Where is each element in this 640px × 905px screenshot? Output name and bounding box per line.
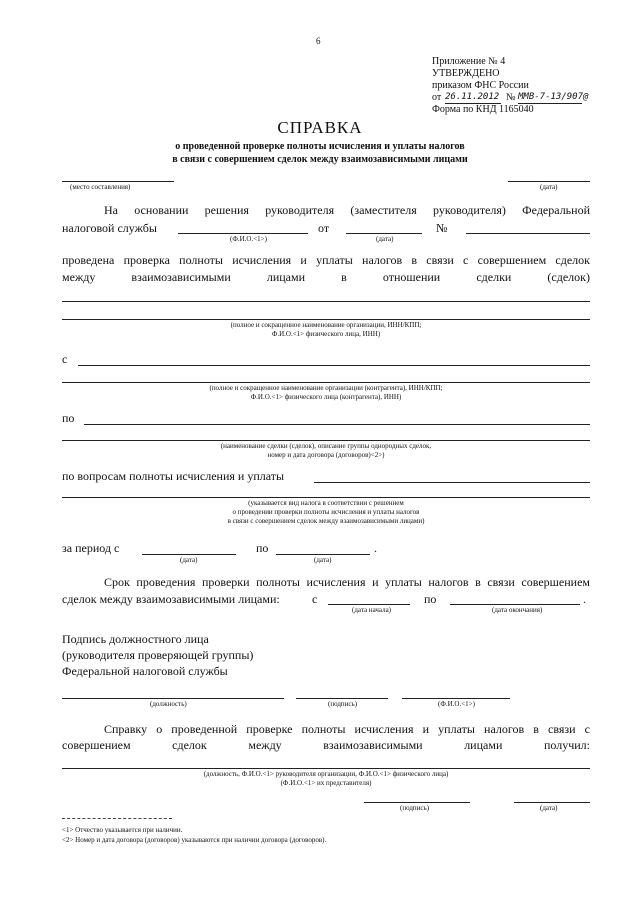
term-from-label: с [312, 592, 318, 606]
check-org-field-2[interactable] [62, 319, 590, 320]
term-line-1: Срок проведения проверки полноты исчисления и уплаты налогов в связи совершением [104, 575, 590, 589]
check-line-2: между взаимозависимыми лицами в отношении сделки (сделок) [62, 270, 590, 284]
basis-number-label: № [436, 221, 448, 235]
signature-line-1: Подпись должностного лица [62, 632, 209, 646]
order-date-line [445, 103, 501, 104]
order-number-line [518, 103, 582, 104]
term-line-2: сделок между взаимозависимыми лицами: [62, 592, 280, 606]
period-from-field[interactable] [142, 554, 236, 555]
document-subtitle-1: о проведенной проверке полноты исчисления и уплаты налогов [175, 141, 465, 152]
received-date-field[interactable] [514, 802, 590, 803]
with-caption-2: Ф.И.О.<1> физического лица (контрагента), ИНН) [250, 393, 402, 401]
footnote-2: <2> Номер и дата договора (договоров) указываются при наличии договора (договоров). [62, 836, 327, 844]
approval-block [432, 56, 632, 116]
received-line-1: Справку о проведенной проверке полноты исчисления и уплаты налогов в связи с [104, 722, 590, 736]
signature-fio-field[interactable] [402, 698, 510, 699]
period-label: за период с [62, 541, 120, 555]
period-to-field[interactable] [276, 554, 370, 555]
basis-line-1: На основании решения руководителя (заместителя руководителя) Федеральной [104, 203, 590, 217]
questions-field-2[interactable] [62, 497, 590, 498]
order-number-label: № [506, 92, 516, 103]
page-number: 6 [316, 36, 321, 46]
term-end-caption: (дата окончания) [492, 606, 543, 614]
questions-label: по вопросам полноты исчисления и уплаты [62, 469, 285, 483]
received-field[interactable] [62, 768, 590, 769]
questions-caption-1: (указывается вид налога в соответствии с решением [248, 499, 404, 507]
signature-fio-caption: (Ф.И.О.<1>) [438, 700, 475, 708]
with-field-1[interactable] [78, 365, 590, 366]
questions-field-1[interactable] [314, 482, 590, 483]
questions-caption-2: о проведении проверки полноты исчисления и уплаты налогов [232, 508, 420, 516]
order-label: приказом ФНС России [432, 80, 529, 91]
term-to-label: по [424, 592, 437, 606]
form-code-label: Форма по КНД 1165040 [432, 104, 534, 115]
with-label: с [62, 352, 68, 366]
period-dot: . [374, 541, 377, 555]
questions-caption-3: в связи с совершением сделок между взаимозависимыми лицами) [227, 517, 425, 525]
check-org-field-1[interactable] [62, 301, 590, 302]
received-date-caption: (дата) [540, 804, 558, 812]
date-caption: (дата) [540, 183, 558, 191]
period-to-label: по [256, 541, 269, 555]
received-line-2: совершением сделок между взаимозависимыми лицами получил: [62, 738, 590, 752]
basis-fio-field[interactable] [178, 233, 308, 234]
signature-position-caption: (должность) [150, 700, 187, 708]
approved-label: УТВЕРЖДЕНО [432, 68, 500, 79]
by-field-1[interactable] [84, 424, 590, 425]
footnote-1: <1> Отчество указывается при наличии. [62, 826, 183, 834]
place-field[interactable] [62, 181, 174, 182]
order-date-handwritten: 26.11.2012 [445, 92, 500, 102]
basis-number-field[interactable] [466, 233, 590, 234]
appendix-label: Приложение № 4 [432, 56, 506, 67]
received-caption-2: (Ф.И.О.<1> их представителя) [280, 779, 372, 787]
place-caption: (место составления) [70, 183, 131, 191]
received-sign-field[interactable] [364, 802, 470, 803]
period-to-caption: (дата) [314, 556, 332, 564]
check-org-caption-2: Ф.И.О.<1> физического лица, ИНН) [271, 330, 381, 338]
received-sign-caption: (подпись) [400, 804, 430, 812]
basis-from-label: от [318, 221, 330, 235]
check-line-1: проведена проверка полноты исчисления и уплаты налогов в связи с совершением сделок [62, 253, 590, 267]
by-label: по [62, 411, 75, 425]
signature-sign-field[interactable] [296, 698, 388, 699]
footnote-separator [62, 818, 172, 819]
term-end-field[interactable] [450, 604, 580, 605]
document-subtitle-2: в связи с совершением сделок между взаимозависимыми лицами [172, 154, 468, 165]
basis-date-caption: (дата) [376, 235, 394, 243]
signature-line-3: Федеральной налоговой службы [62, 664, 228, 678]
order-number-handwritten: ММВ-7-13/907@ [518, 92, 589, 102]
term-start-field[interactable] [328, 604, 410, 605]
term-dot: . [583, 592, 586, 606]
with-caption-1: (полное и сокращенное наименование организации (контрагента), ИНН/КПП; [209, 384, 443, 392]
order-date-row [432, 92, 632, 104]
term-start-caption: (дата начала) [352, 606, 392, 614]
period-from-caption: (дата) [180, 556, 198, 564]
check-org-caption-1: (полное и сокращенное наименование организации, ИНН/КПП; [230, 321, 422, 329]
basis-date-field[interactable] [346, 233, 422, 234]
signature-sign-caption: (подпись) [328, 700, 358, 708]
order-from-label: от [432, 92, 442, 103]
by-caption-2: номер и дата договора (договоров)<2>) [267, 451, 385, 459]
basis-fio-caption: (Ф.И.О.<1>) [230, 235, 267, 243]
by-caption-1: (наименование сделки (сделок), описание группы однородных сделок, [220, 442, 432, 450]
date-field[interactable] [508, 181, 590, 182]
signature-position-field[interactable] [62, 698, 284, 699]
received-caption-1: (должность, Ф.И.О.<1> руководителя организации, Ф.И.О.<1> физического лица) [203, 770, 449, 778]
document-title: СПРАВКА [277, 118, 363, 137]
basis-service-label: налоговой службы [62, 221, 157, 235]
signature-line-2: (руководителя проверяющей группы) [62, 648, 254, 662]
with-field-2[interactable] [62, 382, 590, 383]
by-field-2[interactable] [62, 440, 590, 441]
